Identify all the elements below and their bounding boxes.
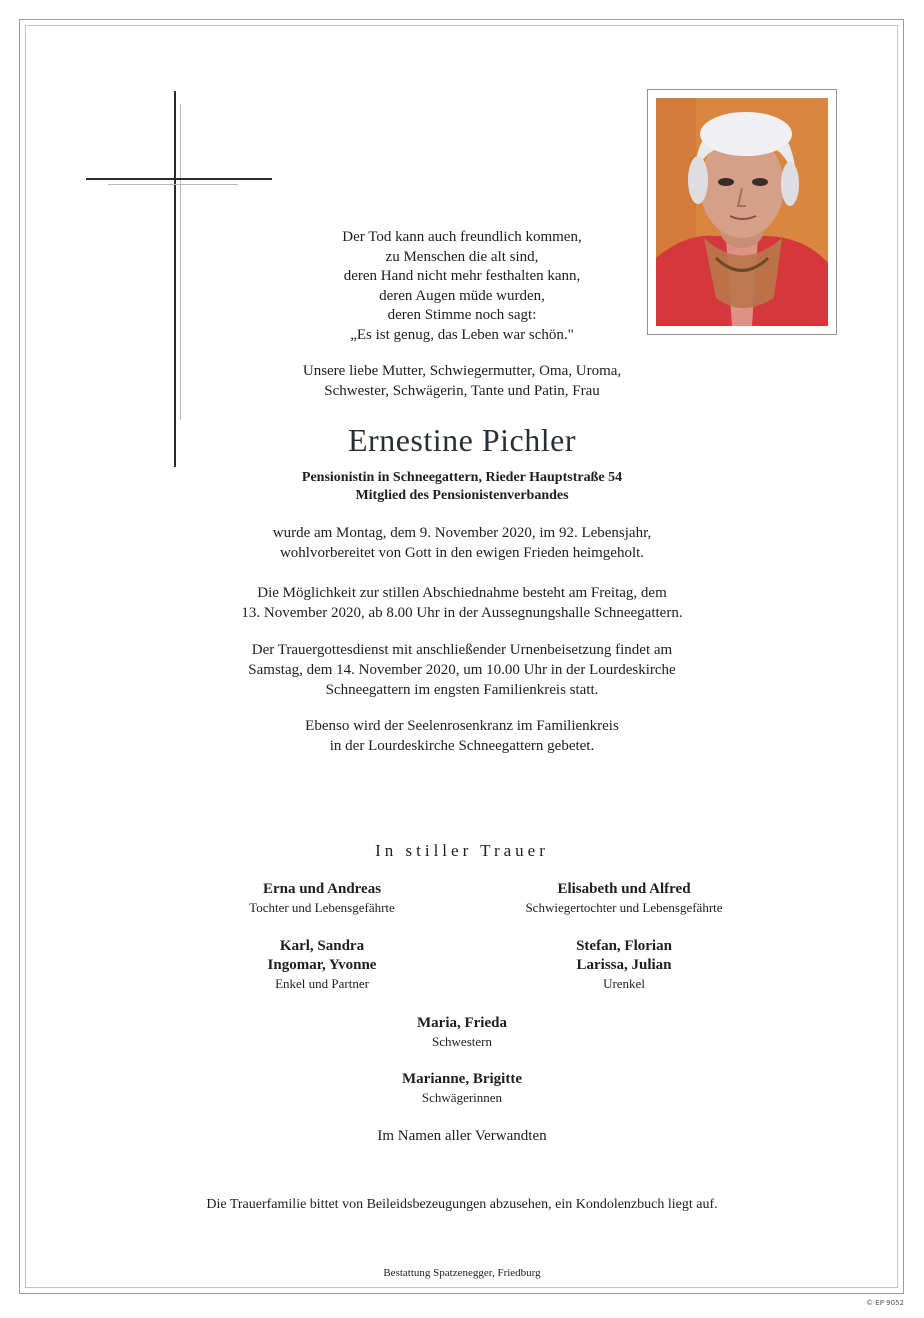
mourner-names: Elisabeth und Alfred: [557, 881, 691, 897]
mourner-names: Maria, Frieda: [417, 1015, 507, 1031]
condolence-note: Die Trauerfamilie bittet von Beileidsbezeugungen abzusehen, ein Kondolenzbuch liegt auf.: [206, 1197, 718, 1212]
mourner-relation: Schwiegertochter und Lebensgefährte: [525, 900, 723, 915]
death-notice: [0, 523, 924, 563]
text-line: 13. November 2020, ab 8.00 Uhr in der Aussegnungshalle Schneegattern.: [241, 605, 683, 621]
mourner-relation: Enkel und Partner: [275, 976, 369, 991]
mourner-relation: Urenkel: [603, 976, 645, 991]
mourner-names: Marianne, Brigitte: [402, 1071, 522, 1087]
document-code: © EP 9052: [866, 1299, 904, 1307]
text-line: wurde am Montag, dem 9. November 2020, im 92. Lebensjahr,: [272, 525, 652, 541]
mourner-daughter-in-law: [464, 880, 784, 916]
poem-line: Der Tod kann auch freundlich kommen,: [342, 229, 582, 245]
text-line: Schneegattern im engsten Familienkreis statt.: [325, 682, 599, 698]
undertaker: Bestattung Spatzenegger, Friedburg: [383, 1267, 541, 1279]
text-line: Der Trauergottesdienst mit anschließender Urnenbeisetzung findet am: [251, 642, 673, 658]
viewing-notice: [0, 583, 924, 623]
text-line: Die Möglichkeit zur stillen Abschiednahme besteht am Freitag, dem: [257, 585, 667, 601]
detail-line: Mitglied des Pensionistenverbandes: [355, 488, 569, 503]
poem-line: „Es ist genug, das Leben war schön.": [350, 326, 574, 343]
mourner-names: Stefan, Florian: [576, 938, 672, 954]
mourner-daughter: [162, 880, 482, 916]
rosary-notice: [0, 716, 924, 756]
mourner-great-grandchildren: [464, 937, 784, 992]
closing-line: Im Namen aller Verwandten: [377, 1128, 547, 1144]
intro-line: Schwester, Schwägerin, Tante und Patin, Frau: [324, 383, 600, 399]
mourning-heading: In stiller Trauer: [375, 841, 549, 860]
mourner-grandchildren: [162, 937, 482, 992]
text-line: Ebenso wird der Seelenrosenkranz im Familienkreis: [305, 718, 619, 734]
text-line: wohlvorbereitet von Gott in den ewigen Frieden heimgeholt.: [279, 545, 645, 561]
poem-line: zu Menschen die alt sind,: [385, 248, 539, 265]
mourner-sisters: [302, 1014, 622, 1050]
text-line: in der Lourdeskirche Schneegattern gebetet.: [329, 738, 595, 754]
intro: [0, 361, 924, 401]
detail-line: Pensionistin in Schneegattern, Rieder Hauptstraße 54: [301, 470, 623, 485]
poem-line: deren Augen müde wurden,: [379, 287, 545, 304]
poem-line: deren Hand nicht mehr festhalten kann,: [343, 268, 581, 284]
mourner-relation: Schwestern: [432, 1034, 492, 1049]
mourner-names: Larissa, Julian: [576, 957, 672, 973]
mourner-names: Ingomar, Yvonne: [267, 957, 377, 973]
mourner-names: Karl, Sandra: [279, 938, 365, 954]
service-notice: [0, 640, 924, 700]
text-line: Samstag, dem 14. November 2020, um 10.00 Uhr in der Lourdeskirche: [248, 662, 676, 678]
mourner-sisters-in-law: [302, 1070, 622, 1106]
poem: [0, 228, 924, 345]
poem-line: deren Stimme noch sagt:: [387, 307, 537, 323]
intro-line: Unsere liebe Mutter, Schwiegermutter, Oma, Uroma,: [302, 363, 622, 379]
deceased-details: [0, 469, 924, 505]
deceased-name: Ernestine Pichler: [348, 422, 576, 458]
mourner-relation: Schwägerinnen: [421, 1090, 503, 1105]
mourner-names: Erna und Andreas: [262, 881, 382, 897]
mourner-relation: Tochter und Lebensgefährte: [249, 900, 395, 915]
